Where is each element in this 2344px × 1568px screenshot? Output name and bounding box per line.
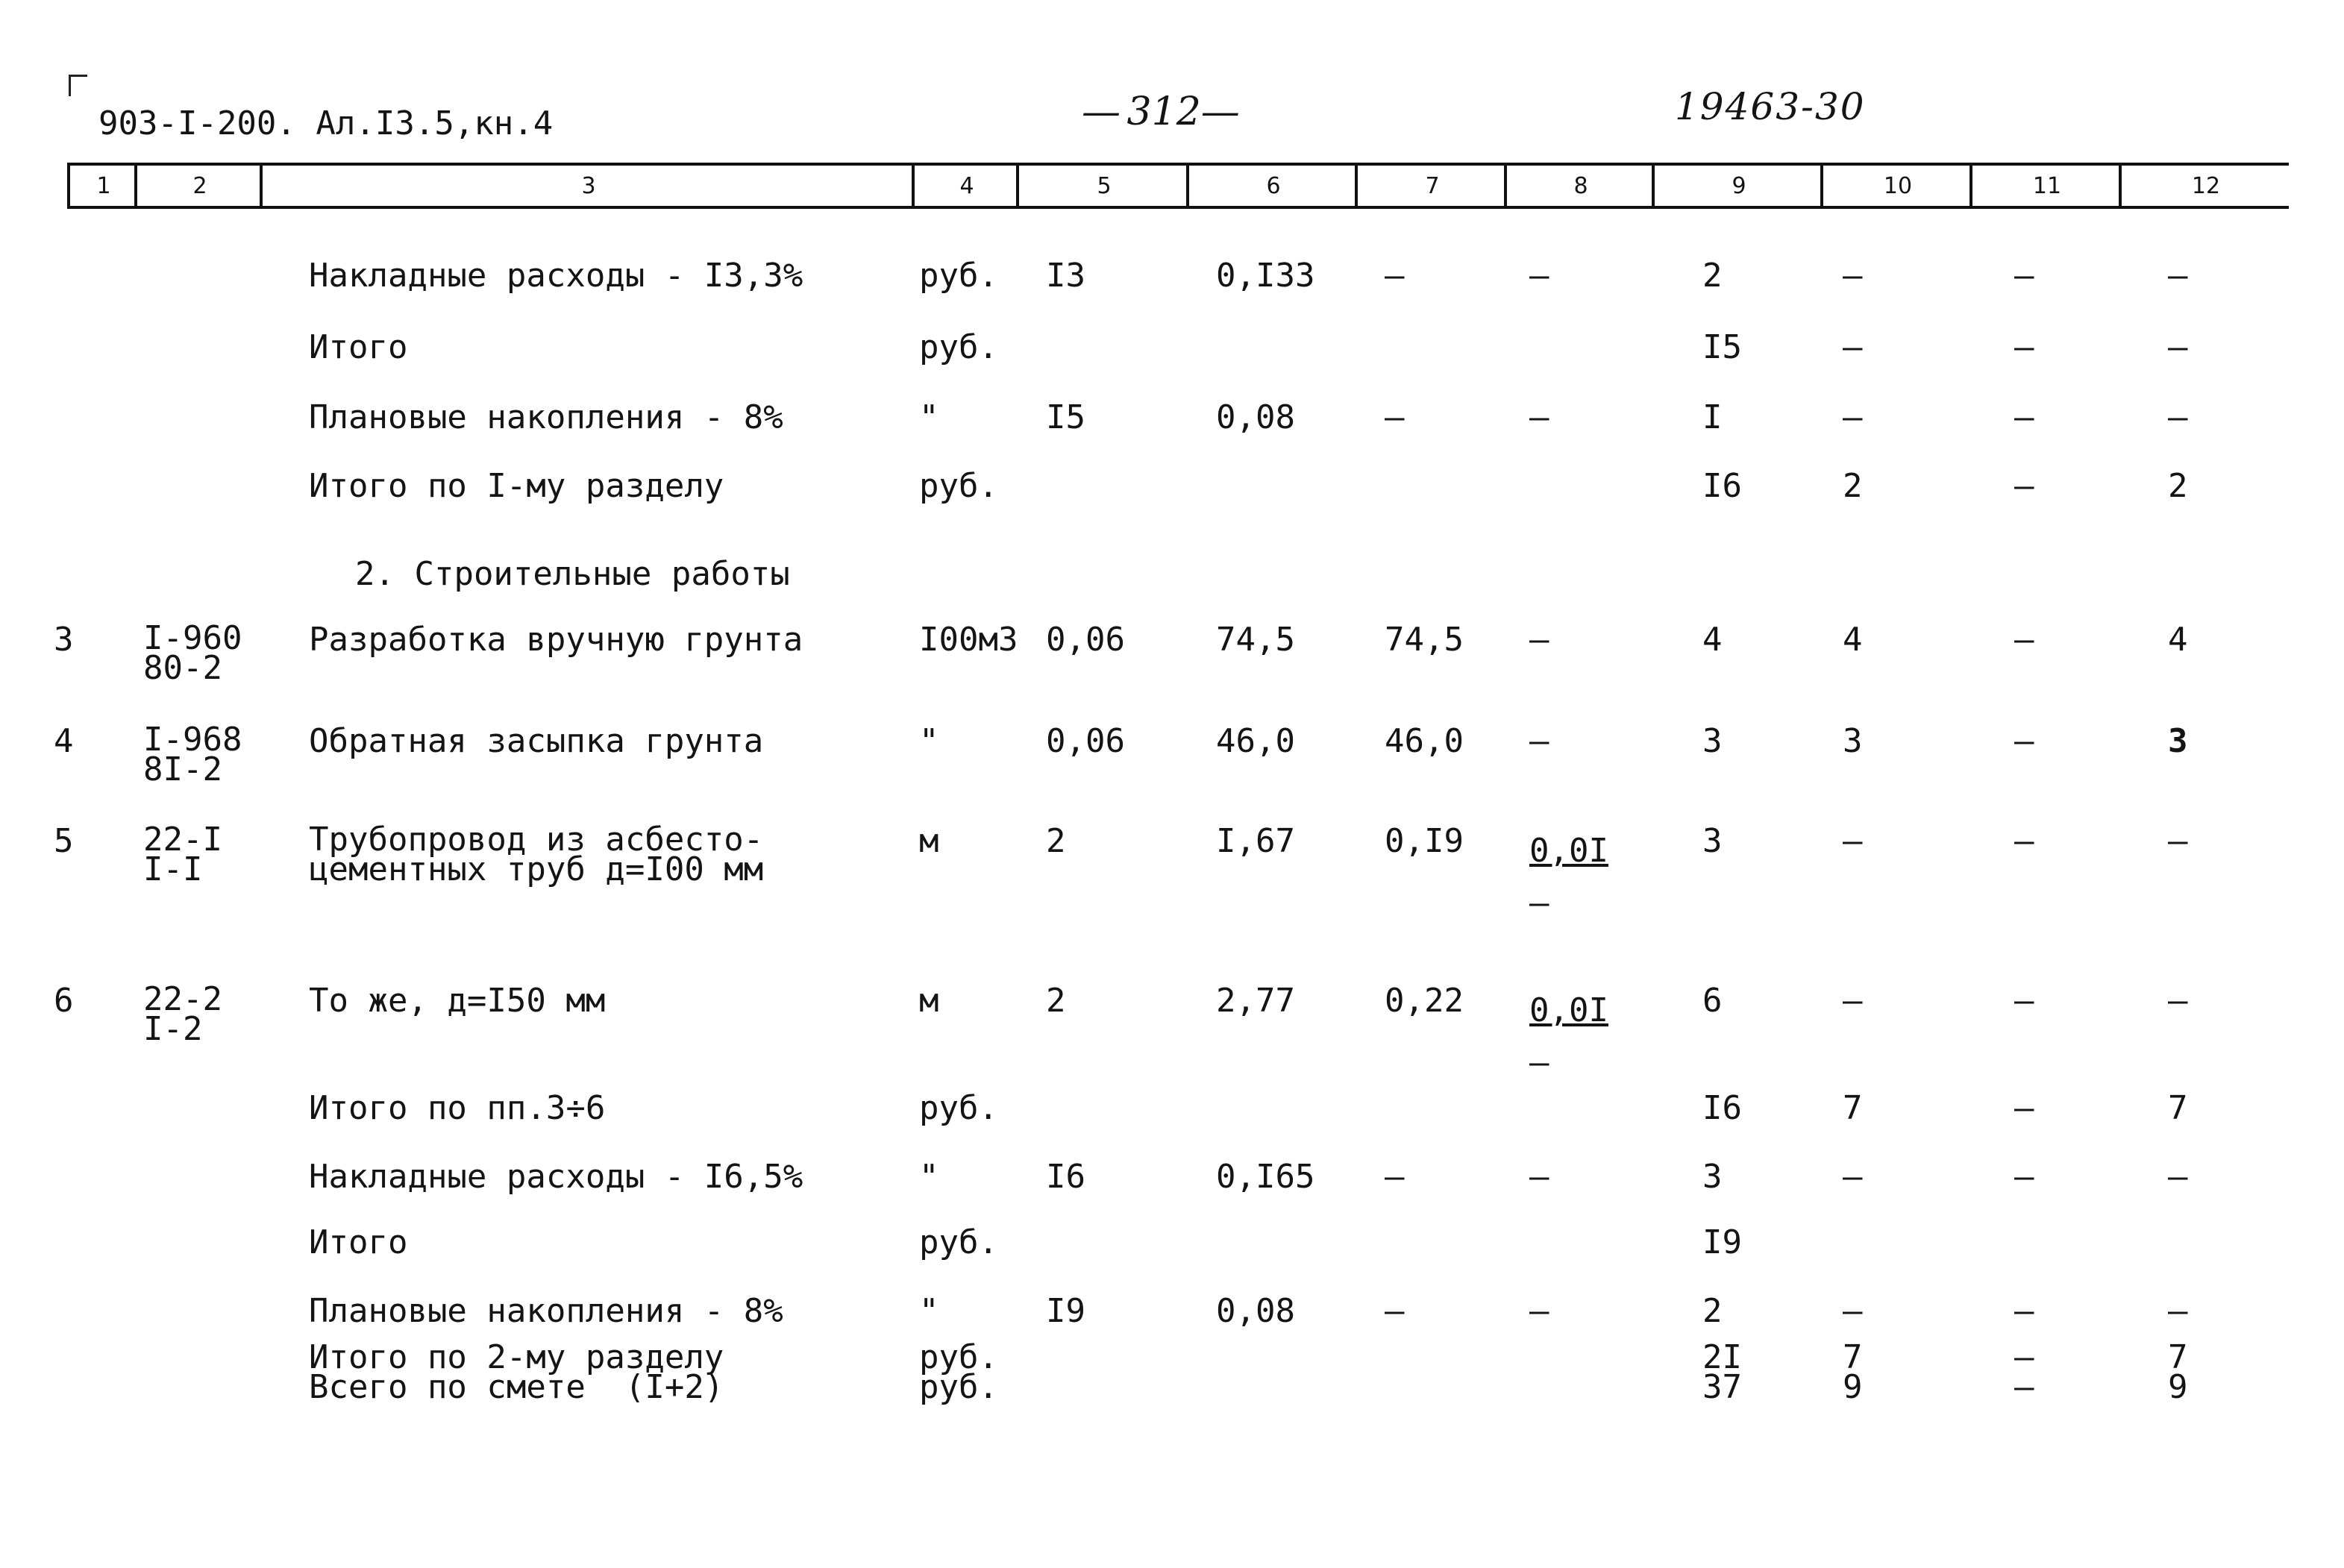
cell-col-3: Плановые накопления - 8%: [309, 398, 783, 436]
cell-col-5: I5: [1046, 398, 1085, 436]
cell-col-12: 3: [2168, 722, 2188, 760]
column-header-3: 3: [260, 166, 915, 206]
cell-col-11: –: [2014, 467, 2034, 505]
cell-col-10: 2: [1843, 467, 1863, 505]
cell-col-6: 46,0: [1216, 722, 1295, 760]
column-header-12: 12: [2119, 166, 2290, 206]
cell-col-11: –: [2014, 1158, 2034, 1196]
cell-col-1: 3: [54, 621, 74, 659]
column-header-1: 1: [67, 166, 137, 206]
cell-col-4: ": [919, 722, 939, 760]
cell-col-7: –: [1385, 1292, 1405, 1330]
cell-col-8: –: [1529, 398, 1549, 436]
cell-col-3: Итого: [309, 1223, 408, 1261]
cell-col-12: 2: [2168, 467, 2188, 505]
cell-col-9: 6: [1702, 982, 1723, 1020]
cell-col-7: 0,I9: [1385, 822, 1464, 860]
cell-col-11: –: [2014, 982, 2034, 1020]
column-header-9: 9: [1652, 166, 1823, 206]
cell-col-9: 2: [1702, 257, 1723, 295]
cell-col-12: –: [2168, 398, 2188, 436]
cell-col-8: 0,0I –: [1529, 832, 1608, 923]
cell-col-3: Итого: [309, 328, 408, 366]
cell-col-11: –: [2014, 822, 2034, 860]
cell-col-3: Итого по пп.3÷6: [309, 1089, 606, 1127]
cell-col-12: 7: [2168, 1089, 2188, 1127]
cell-col-11: –: [2014, 328, 2034, 366]
column-header-5: 5: [1016, 166, 1189, 206]
cell-col-5: 2: [1046, 982, 1066, 1020]
cell-col-9: 2: [1702, 1292, 1723, 1330]
cell-col-1: 5: [54, 822, 74, 860]
cell-col-10: –: [1843, 982, 1863, 1020]
cell-col-12: –: [2168, 982, 2188, 1020]
handwritten-number: 19463-30: [1675, 85, 1866, 128]
cell-col-3: То же, д=I50 мм: [309, 982, 606, 1020]
cell-col-6: 74,5: [1216, 621, 1295, 659]
cell-col-11: –: [2014, 398, 2034, 436]
section-title: 2. Строительные работы: [355, 555, 790, 593]
cell-col-4: м: [919, 822, 939, 860]
cell-col-12: –: [2168, 822, 2188, 860]
column-header-7: 7: [1355, 166, 1507, 206]
cell-col-7: 0,22: [1385, 982, 1464, 1020]
cell-col-9: I: [1702, 398, 1723, 436]
cell-col-5: 2: [1046, 822, 1066, 860]
cell-col-3: Обратная засыпка грунта: [309, 722, 764, 760]
cell-col-10: –: [1843, 398, 1863, 436]
cell-col-9: 4: [1702, 621, 1723, 659]
cell-col-10: –: [1843, 257, 1863, 295]
cell-col-2: I-960 80-2: [143, 619, 242, 688]
cell-col-4: I00м3: [919, 621, 1018, 659]
cell-col-6: 2,77: [1216, 982, 1295, 1020]
doc-code: 903-I-200. Ал.I3.5,кн.4: [98, 104, 554, 142]
cell-col-9: 3: [1702, 1158, 1723, 1196]
cell-col-3: Трубопровод из асбесто- цементных труб д=I00 мм: [309, 821, 764, 889]
cell-col-2: 22-2 I-2: [143, 980, 222, 1049]
column-header-11: 11: [1969, 166, 2122, 206]
cell-col-8: –: [1529, 1158, 1549, 1196]
cell-col-9: I5: [1702, 328, 1742, 366]
cell-col-4: руб.: [919, 1223, 998, 1261]
cell-col-4: ": [919, 398, 939, 436]
cell-col-8: –: [1529, 621, 1549, 659]
cell-col-5: I9: [1046, 1292, 1085, 1330]
cell-col-10: –: [1843, 1292, 1863, 1330]
cell-col-4: руб.: [919, 257, 998, 295]
cell-col-4: руб.: [919, 1089, 998, 1127]
cell-col-4: ": [919, 1158, 939, 1196]
cell-col-6: 0,08: [1216, 1292, 1295, 1330]
cell-col-3: Разработка вручную грунта: [309, 621, 803, 659]
cell-col-3: Накладные расходы - I6,5%: [309, 1158, 803, 1196]
cell-col-4: м: [919, 982, 939, 1020]
cell-col-8: 0,0I –: [1529, 991, 1608, 1082]
cell-col-8: –: [1529, 1292, 1549, 1330]
corner-mark: [69, 75, 87, 96]
cell-col-1: 6: [54, 982, 74, 1020]
cell-col-6: I,67: [1216, 822, 1295, 860]
column-header-4: 4: [912, 166, 1019, 206]
cell-col-5: I3: [1046, 257, 1085, 295]
cell-col-9: I6: [1702, 1089, 1742, 1127]
cell-col-12: 7 9: [2168, 1338, 2188, 1407]
cell-col-10: –: [1843, 1158, 1863, 1196]
cell-col-10: 7: [1843, 1089, 1863, 1127]
cell-col-4: ": [919, 1292, 939, 1330]
cell-col-3: Накладные расходы - I3,3%: [309, 257, 803, 295]
cell-col-7: –: [1385, 257, 1405, 295]
cell-col-8: –: [1529, 722, 1549, 760]
cell-col-9: 3: [1702, 822, 1723, 860]
cell-col-5: 0,06: [1046, 621, 1125, 659]
cell-col-2: I-968 8I-2: [143, 721, 242, 789]
cell-col-11: –: [2014, 257, 2034, 295]
cell-col-6: 0,I65: [1216, 1158, 1315, 1196]
cell-col-10: 4: [1843, 621, 1863, 659]
cell-col-9: I9: [1702, 1223, 1742, 1261]
column-header-6: 6: [1186, 166, 1358, 206]
column-header-10: 10: [1820, 166, 1972, 206]
cell-col-5: 0,06: [1046, 722, 1125, 760]
sheet-number: — 312—: [1082, 90, 1237, 134]
cell-col-3: Итого по 2-му разделу Всего по смете (I+2): [309, 1338, 724, 1407]
cell-col-11: – –: [2014, 1338, 2034, 1407]
cell-col-11: –: [2014, 621, 2034, 659]
cell-col-7: –: [1385, 1158, 1405, 1196]
cell-col-7: 74,5: [1385, 621, 1464, 659]
sheet-number-value: 312: [1126, 90, 1201, 134]
cell-col-7: –: [1385, 398, 1405, 436]
cell-col-6: 0,I33: [1216, 257, 1315, 295]
cell-col-1: 4: [54, 722, 74, 760]
cell-col-12: –: [2168, 1292, 2188, 1330]
cell-col-3: Плановые накопления - 8%: [309, 1292, 783, 1330]
cell-col-6: 0,08: [1216, 398, 1295, 436]
cell-col-4: руб.: [919, 328, 998, 366]
cell-col-4: руб. руб.: [919, 1338, 998, 1407]
cell-col-12: –: [2168, 328, 2188, 366]
cell-col-12: 4: [2168, 621, 2188, 659]
cell-col-9: 2I 37: [1702, 1338, 1742, 1407]
cell-col-10: 3: [1843, 722, 1863, 760]
cell-col-3: Итого по I-му разделу: [309, 467, 724, 505]
column-header-row: [0, 163, 2344, 209]
cell-col-12: –: [2168, 257, 2188, 295]
cell-col-9: 3: [1702, 722, 1723, 760]
cell-col-10: 7 9: [1843, 1338, 1863, 1407]
cell-col-10: –: [1843, 822, 1863, 860]
cell-col-11: –: [2014, 1292, 2034, 1330]
column-header-2: 2: [134, 166, 263, 206]
cell-col-11: –: [2014, 722, 2034, 760]
cell-col-2: 22-I I-I: [143, 821, 222, 889]
cell-col-12: –: [2168, 1158, 2188, 1196]
cell-col-5: I6: [1046, 1158, 1085, 1196]
cell-col-11: –: [2014, 1089, 2034, 1127]
cell-col-9: I6: [1702, 467, 1742, 505]
column-header-8: 8: [1504, 166, 1655, 206]
cell-col-4: руб.: [919, 467, 998, 505]
cell-col-8: –: [1529, 257, 1549, 295]
cell-col-7: 46,0: [1385, 722, 1464, 760]
cell-col-10: –: [1843, 328, 1863, 366]
